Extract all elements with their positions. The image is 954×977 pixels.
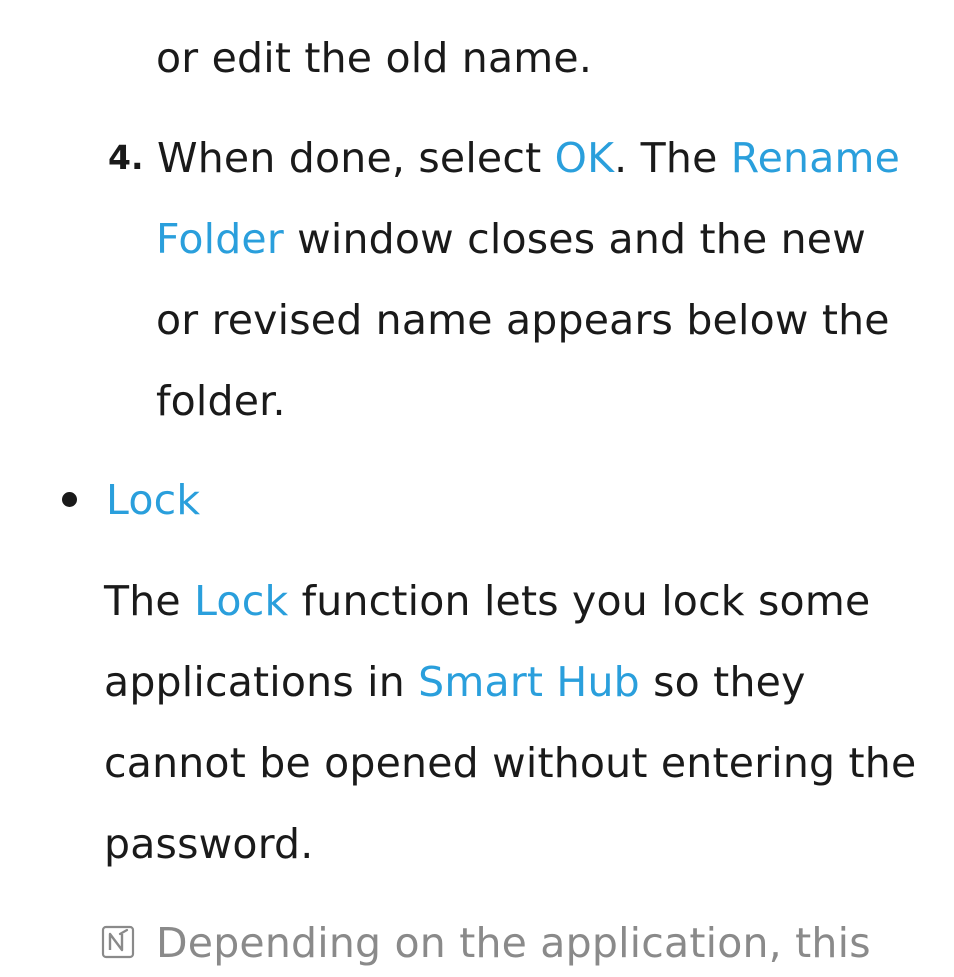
lock-paragraph-line-3: cannot be opened without entering the xyxy=(104,739,917,787)
step4-text: When done, select xyxy=(157,134,555,182)
step4-line-3: or revised name appears below the xyxy=(156,296,890,344)
lock-paragraph-line-4: password. xyxy=(104,820,314,868)
lock-paragraph-line-1 xyxy=(104,577,870,625)
step4-text: . The xyxy=(614,134,731,182)
lock-term: Lock xyxy=(194,577,289,625)
lock-text: function lets you lock some xyxy=(288,577,871,625)
bullet-dot xyxy=(62,492,77,507)
step4-line-4: folder. xyxy=(156,377,286,425)
smart-hub-term: Smart Hub xyxy=(418,658,640,706)
lock-text: The xyxy=(104,577,195,625)
folder-term: Folder xyxy=(156,215,284,263)
step4-text: window closes and the new xyxy=(283,215,866,263)
lock-heading: Lock xyxy=(106,476,201,524)
step4-line-2 xyxy=(156,215,866,263)
step-number: 4. xyxy=(108,138,144,177)
step3-continuation: or edit the old name. xyxy=(156,34,593,82)
note-icon xyxy=(101,925,135,959)
rename-term: Rename xyxy=(730,134,901,182)
note-text: Depending on the application, this xyxy=(156,919,871,967)
lock-paragraph-line-2 xyxy=(104,658,806,706)
lock-text: so they xyxy=(639,658,806,706)
lock-text: applications in xyxy=(104,658,419,706)
step4-line-1 xyxy=(157,134,900,182)
ok-term: OK xyxy=(554,134,615,182)
